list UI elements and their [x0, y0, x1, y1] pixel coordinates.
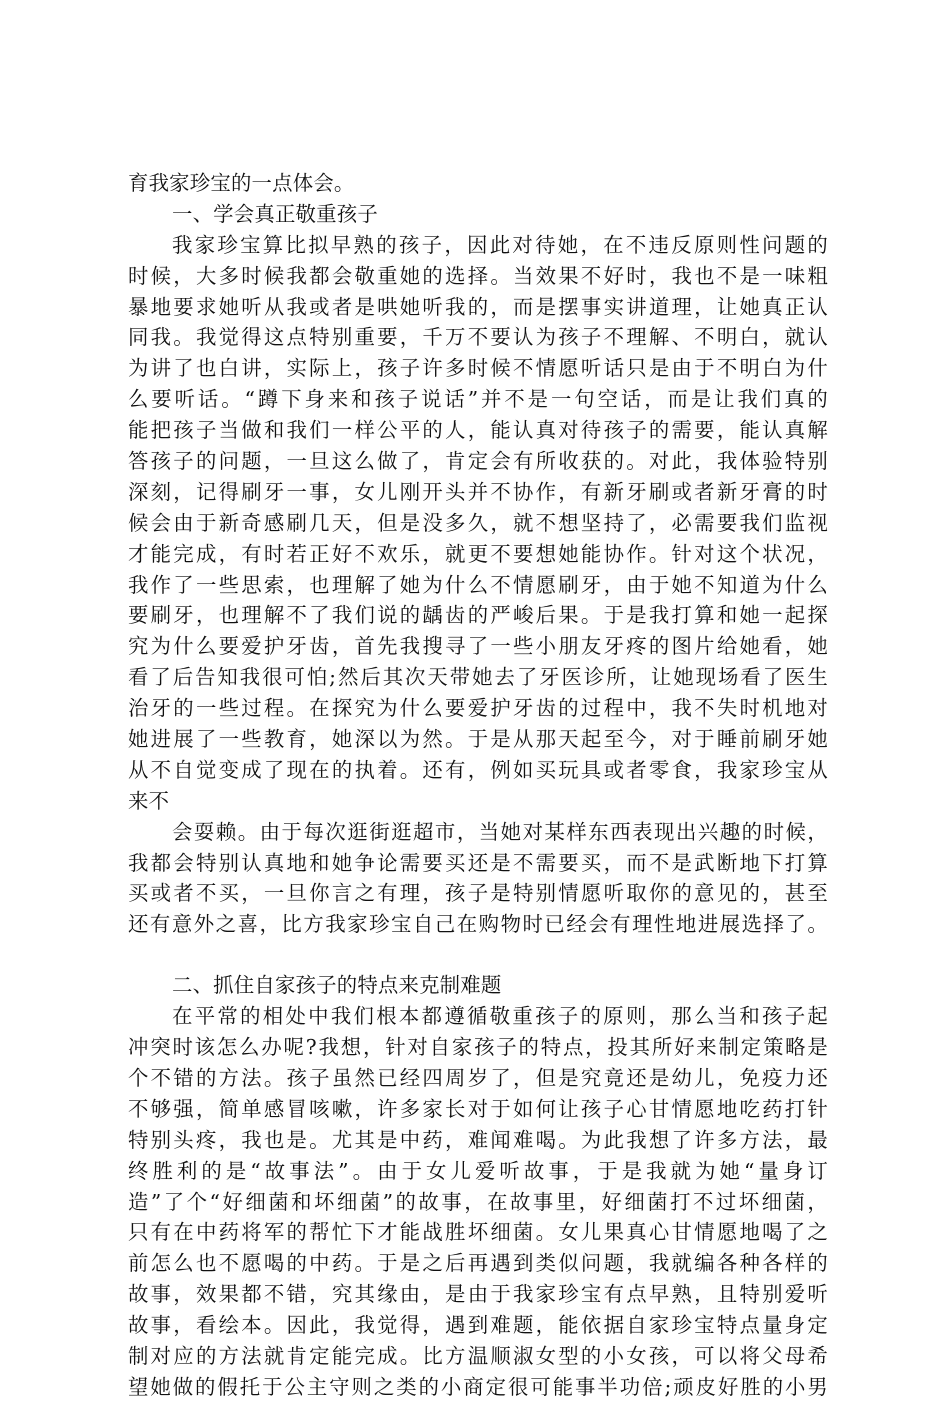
paragraph-line: 究为什么要爱护牙齿，首先我搜寻了一些小朋友牙疼的图片给她看，她 — [128, 634, 828, 659]
paragraph-line: 我家珍宝算比拟早熟的孩子，因此对待她，在不违反原则性问题的 — [172, 232, 828, 257]
paragraph-line: 我作了一些思索，也理解了她为什么不情愿刷牙，由于她不知道为什么 — [128, 572, 828, 597]
paragraph-spacer — [128, 940, 828, 970]
paragraph-line: 要刷牙，也理解不了我们说的龋齿的严峻后果。于是我打算和她一起探 — [128, 603, 828, 628]
paragraph-line: 冲突时该怎么办呢?我想，针对自家孩子的特点，投其所好来制定策略是 — [128, 1035, 828, 1060]
paragraph-line: 育我家珍宝的一点体会。 — [128, 171, 355, 195]
paragraph-line: 只有在中药将军的帮忙下才能战胜坏细菌。女儿果真心甘情愿地喝了之 — [128, 1220, 828, 1245]
paragraph-line: 特别头疼，我也是。尤其是中药，难闻难喝。为此我想了许多方法，最 — [128, 1127, 828, 1152]
paragraph-line: 我都会特别认真地和她争论需要买还是不需要买，而不是武断地下打算 — [128, 850, 828, 875]
paragraph-line: 么要听话。“蹲下身来和孩子说话”并不是一句空话，而是让我们真的 — [128, 387, 828, 412]
paragraph-line: 为讲了也白讲，实际上，孩子许多时候不情愿听话只是由于不明白为什 — [128, 356, 828, 381]
paragraph-line: 造”了个“好细菌和坏细菌”的故事，在故事里，好细菌打不过坏细菌， — [128, 1189, 828, 1214]
paragraph — [128, 1001, 828, 1403]
paragraph-line: 故事，效果都不错，究其缘由，是由于我家珍宝有点早熟，且特别爱听 — [128, 1282, 828, 1307]
paragraph-line: 买或者不买，一旦你言之有理，孩子是特别情愿听取你的意见的，甚至 — [128, 881, 828, 906]
paragraph — [128, 230, 828, 817]
paragraph-line: 答孩子的问题，一旦这么做了，肯定会有所收获的。对此，我体验特别 — [128, 449, 828, 474]
paragraph-line: 从不自觉变成了现在的执着。还有，例如买玩具或者零食，我家珍宝从 — [128, 757, 828, 782]
paragraph-line: 她进展了一些教育，她深以为然。于是从那天起至今，对于睡前刷牙她 — [128, 727, 828, 752]
paragraph-line: 终胜利的是“故事法”。由于女儿爱听故事，于是我就为她“量身订 — [128, 1158, 828, 1183]
paragraph-line: 深刻，记得刷牙一事，女儿刚开头并不协作，有新牙刷或者新牙膏的时 — [128, 479, 828, 504]
paragraph-line: 前怎么也不愿喝的中药。于是之后再遇到类似问题，我就编各种各样的 — [128, 1251, 828, 1276]
paragraph-line: 个不错的方法。孩子虽然已经四周岁了，但是究竟还是幼儿，免疫力还 — [128, 1065, 828, 1090]
paragraph-line: 制对应的方法就肯定能完成。比方温顺淑女型的小女孩，可以将父母希 — [128, 1343, 828, 1368]
document-body — [128, 168, 828, 1403]
paragraph-line: 在平常的相处中我们根本都遵循敬重孩子的原则，那么当和孩子起 — [172, 1004, 828, 1029]
paragraph-line: 能把孩子当做和我们一样公平的人，能认真对待孩子的需要，能认真解 — [128, 418, 828, 443]
paragraph-line: 不够强，简单感冒咳嗽，许多家长对于如何让孩子心甘情愿地吃药打针 — [128, 1096, 828, 1121]
paragraph-line: 还有意外之喜，比方我家珍宝自己在购物时已经会有理性地进展选择了。 — [128, 912, 828, 937]
paragraph-line: 治牙的一些过程。在探究为什么要爱护牙齿的过程中，我不失时机地对 — [128, 696, 828, 721]
paragraph-line: 会耍赖。由于每次逛街逛超市，当她对某样东西表现出兴趣的时候， — [172, 819, 828, 844]
paragraph-line: 看了后告知我很可怕;然后其次天带她去了牙医诊所，让她现场看了医生 — [128, 665, 828, 690]
paragraph-line: 来不 — [128, 788, 170, 813]
paragraph-line: 望她做的假托于公主守则之类的小商定很可能事半功倍;顽皮好胜的小男 — [128, 1374, 828, 1399]
paragraph-line: 时候，大多时候我都会敬重她的选择。当效果不好时，我也不是一味粗 — [128, 263, 828, 288]
paragraph-line: 才能完成，有时若正好不欢乐，就更不要想她能协作。针对这个状况， — [128, 541, 828, 566]
section-heading: 一、学会真正敬重孩子 — [172, 201, 378, 226]
paragraph-line: 候会由于新奇感刷几天，但是没多久，就不想坚持了，必需要我们监视 — [128, 510, 828, 535]
section-heading: 二、抓住自家孩子的特点来克制难题 — [172, 973, 502, 998]
paragraph-line: 暴地要求她听从我或者是哄她听我的，而是摆事实讲道理，让她真正认 — [128, 294, 828, 319]
paragraph-line: 故事，看绘本。因此，我觉得，遇到难题，能依据自家珍宝特点量身定 — [128, 1313, 828, 1338]
paragraph — [128, 817, 828, 941]
paragraph-line: 同我。我觉得这点特别重要，千万不要认为孩子不理解、不明白，就认 — [128, 325, 828, 350]
